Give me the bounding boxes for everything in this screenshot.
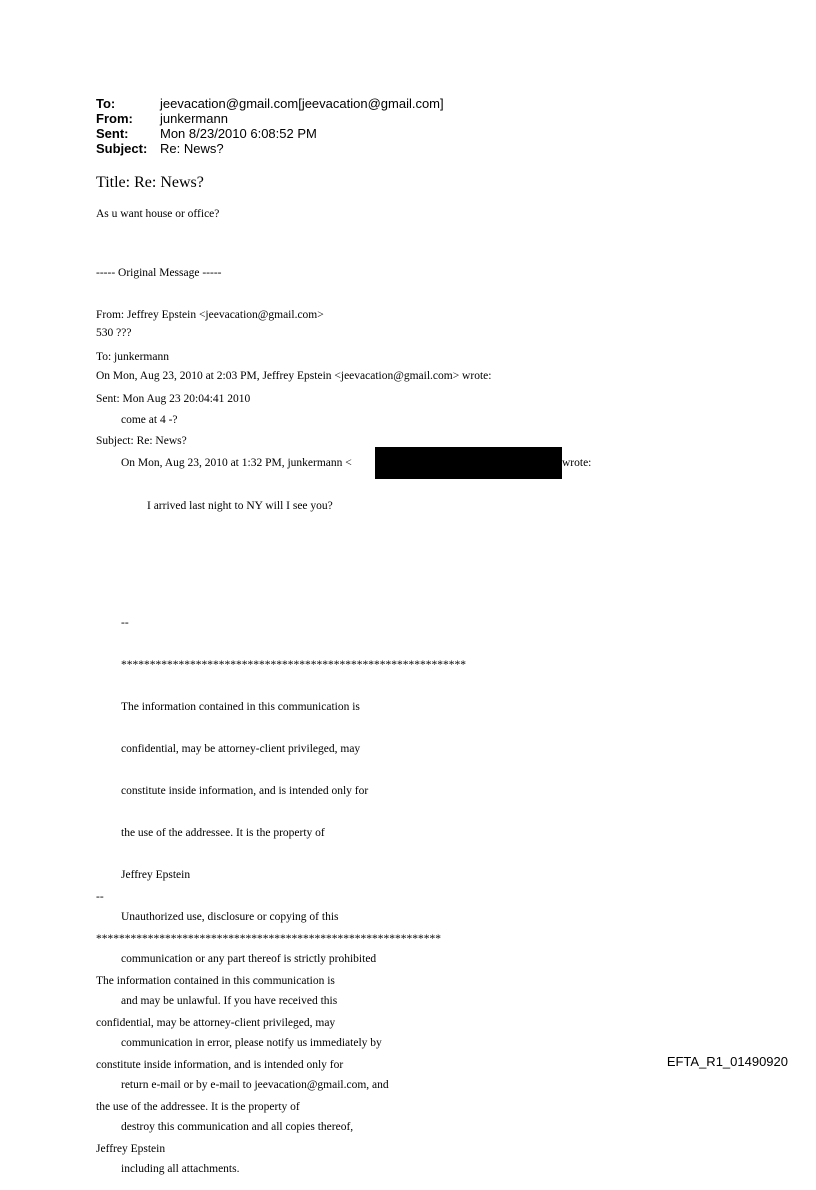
sig1-line: constitute inside information, and is intended only for bbox=[121, 785, 369, 797]
sig2-line: Jeffrey Epstein bbox=[96, 1143, 166, 1155]
quote1-header: On Mon, Aug 23, 2010 at 2:03 PM, Jeffrey Epstein <jeevacation@gmail.com> wrote: bbox=[96, 370, 492, 382]
sent-row bbox=[96, 126, 444, 141]
from-label: From: bbox=[96, 111, 133, 126]
original-message bbox=[96, 238, 324, 462]
sig1-line: communication in error, please notify us immediately by bbox=[121, 1037, 382, 1049]
sig2-stars: ************************************************************ bbox=[96, 933, 441, 945]
sent-label: Sent: bbox=[96, 126, 129, 141]
document-id-footer: EFTA_R1_01490920 bbox=[666, 1054, 788, 1069]
to-row bbox=[96, 96, 444, 111]
subject-label: Subject: bbox=[96, 141, 148, 156]
to-label: To: bbox=[96, 96, 116, 111]
sig1-line: Unauthorized use, disclosure or copying of this bbox=[121, 911, 339, 923]
signature-block-2 bbox=[96, 862, 441, 1170]
sig1-line: confidential, may be attorney-client privileged, may bbox=[121, 743, 361, 755]
original-to: To: junkermann bbox=[96, 351, 169, 363]
original-subject: Subject: Re: News? bbox=[96, 435, 187, 447]
sig1-line: the use of the addressee. It is the property of bbox=[121, 827, 325, 839]
to-value: jeevacation@gmail.com[jeevacation@gmail.com] bbox=[160, 96, 444, 111]
document-title: Title: Re: News? bbox=[96, 174, 204, 191]
sent-value: Mon 8/23/2010 6:08:52 PM bbox=[160, 126, 317, 141]
sig1-dashes: -- bbox=[121, 617, 129, 629]
sig2-line: constitute inside information, and is intended only for bbox=[96, 1059, 344, 1071]
subject-value: Re: News? bbox=[160, 141, 224, 156]
sig1-line: Jeffrey Epstein bbox=[121, 869, 191, 881]
sig2-line: the use of the addressee. It is the property of bbox=[96, 1101, 300, 1113]
line-530: 530 ??? bbox=[96, 327, 132, 339]
sig1-line: and may be unlawful. If you have received this bbox=[121, 995, 338, 1007]
sig2-line: confidential, may be attorney-client privileged, may bbox=[96, 1017, 336, 1029]
redaction-box bbox=[375, 447, 562, 479]
quote2-header-end: wrote: bbox=[562, 457, 592, 469]
from-value: junkermann bbox=[160, 111, 228, 126]
subject-row bbox=[96, 141, 444, 156]
sig1-line: return e-mail or by e-mail to jeevacation@gmail.com, and bbox=[121, 1079, 389, 1091]
sig1-line: The information contained in this communication is bbox=[121, 701, 360, 713]
original-sent: Sent: Mon Aug 23 20:04:41 2010 bbox=[96, 393, 251, 405]
from-row bbox=[96, 111, 444, 126]
sig1-stars: ************************************************************ bbox=[121, 659, 466, 671]
sig1-line: including all attachments. bbox=[121, 1163, 240, 1175]
quote1-body: come at 4 -? bbox=[121, 414, 178, 426]
sig1-line: destroy this communication and all copies thereof, bbox=[121, 1121, 354, 1133]
sig1-line: communication or any part thereof is strictly prohibited bbox=[121, 953, 377, 965]
sig2-dashes: -- bbox=[96, 891, 104, 903]
original-from: From: Jeffrey Epstein <jeevacation@gmail.com> bbox=[96, 309, 324, 321]
reply-line: As u want house or office? bbox=[96, 208, 220, 220]
original-divider: ----- Original Message ----- bbox=[96, 267, 222, 279]
sig2-line: The information contained in this communication is bbox=[96, 975, 335, 987]
quote2-header-start: On Mon, Aug 23, 2010 at 1:32 PM, junkermann < bbox=[121, 457, 352, 469]
quote2-body: I arrived last night to NY will I see you? bbox=[147, 500, 333, 512]
email-header bbox=[96, 96, 444, 156]
